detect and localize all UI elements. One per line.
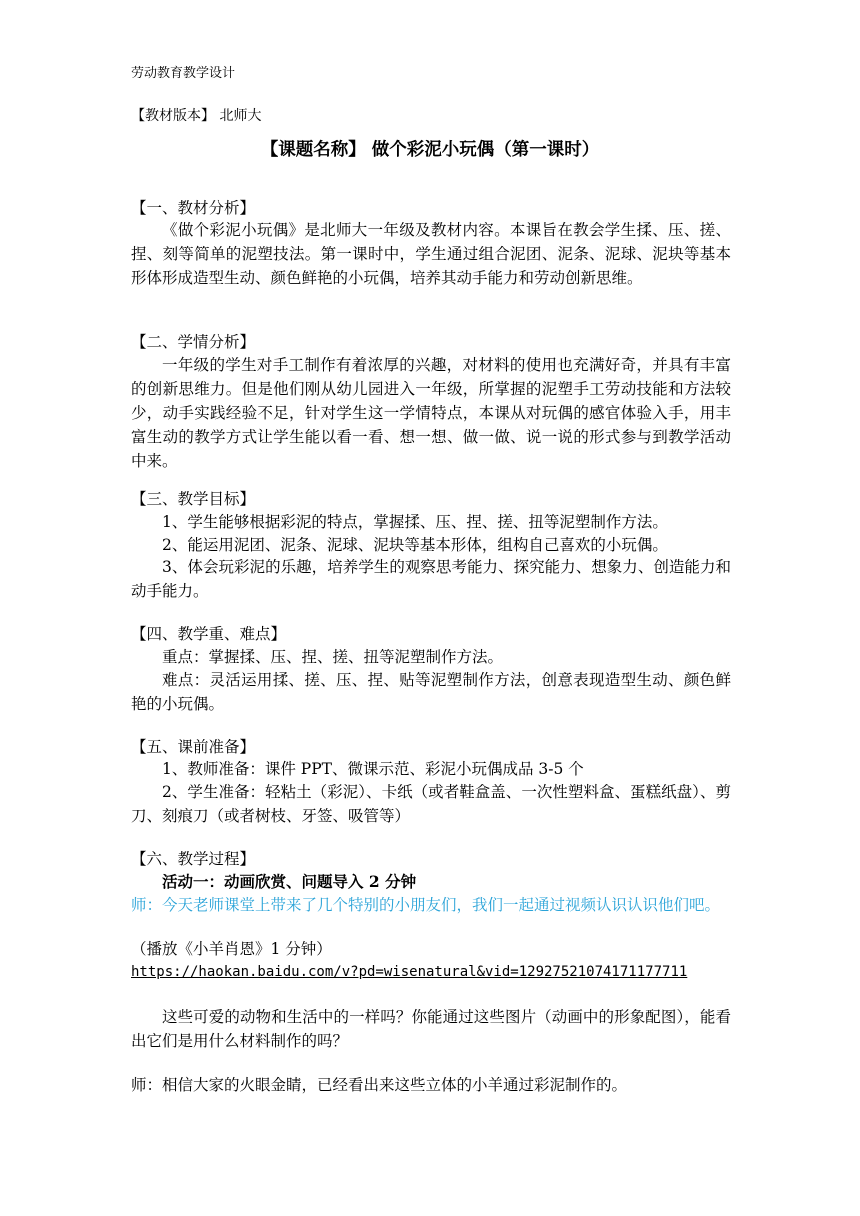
title-label: 【课题名称】 (260, 140, 366, 160)
section-heading-student: 【二、学情分析】 (131, 333, 256, 351)
edition-line (131, 104, 261, 128)
edition-value: 北师大 (219, 108, 262, 124)
student-preparation: 2、学生准备：轻粘土（彩泥）、卡纸（或者鞋盒盖、一次性塑料盒、蛋糕纸盘）、剪刀、刻痕刀（或者树枝、牙签、吸管等） (131, 783, 731, 825)
goal-item-2: 2、能运用泥团、泥条、泥球、泥块等基本形体，组构自己喜欢的小玩偶。 (162, 536, 668, 554)
textbook-analysis: 《做个彩泥小玩偶》是北师大一年级及教材内容。本课旨在教会学生揉、压、搓、捏、刻等简单的泥塑技法。第一课时中，学生通过组合泥团、泥条、泥球、泥块等基本形体形成造型生动、颜色鲜艳的小玩偶，培养其动手能力和劳动创新思维。 (131, 221, 731, 287)
section-heading-goals: 【三、教学目标】 (131, 490, 256, 508)
key-point: 重点：掌握揉、压、捏、搓、扭等泥塑制作方法。 (162, 648, 504, 666)
goal-item-3: 3、体会玩彩泥的乐趣，培养学生的观察思考能力、探究能力、想象力、创造能力和动手能力。 (131, 558, 731, 600)
section-heading-process: 【六、教学过程】 (131, 850, 256, 868)
difficult-point: 难点：灵活运用揉、搓、压、捏、贴等泥塑制作方法，创意表现造型生动、颜色鲜艳的小玩偶。 (131, 671, 731, 713)
teacher-preparation: 1、教师准备：课件 PPT、微课示范、彩泥小玩偶成品 3-5 个 (162, 760, 584, 778)
student-analysis: 一年级的学生对手工制作有着浓厚的兴趣，对材料的使用也充满好奇，并具有丰富的创新思维力。但是他们刚从幼儿园进入一年级，所掌握的泥塑手工劳动技能和方法较少，动手实践经验不足，针对学生这一学情特点，本课从对玩偶的感官体验入手，用丰富生动的教学方式让学生能以看一看、想一想、做一做、说一说的形式参与到教学活动中来。 (131, 356, 731, 470)
video-link[interactable]: https://haokan.baidu.com/v?pd=wisenatural&vid=12927521074171177711 (131, 964, 688, 980)
page-header: 劳动教育教学设计 (131, 66, 236, 81)
activity-one-title: 活动一：动画欣赏、问题导入 2 分钟 (162, 872, 417, 891)
edition-label: 【教材版本】 (131, 108, 215, 124)
goal-item-1: 1、学生能够根据彩泥的特点，掌握揉、压、捏、搓、扭等泥塑制作方法。 (162, 513, 668, 531)
teacher-intro-line: 师：今天老师课堂上带来了几个特别的小朋友们，我们一起通过视频认识认识他们吧。 (131, 896, 721, 914)
page-title (0, 136, 860, 161)
video-play-note: （播放《小羊肖恩》1 分钟） (131, 940, 332, 958)
section-heading-analysis: 【一、教材分析】 (131, 199, 256, 217)
section-heading-preparation: 【五、课前准备】 (131, 738, 256, 756)
title-value: 做个彩泥小玩偶（第一课时） (371, 140, 600, 160)
teacher-conclusion: 师：相信大家的火眼金睛，已经看出来这些立体的小羊通过彩泥制作的。 (131, 1076, 628, 1094)
section-heading-keypoints: 【四、教学重、难点】 (131, 625, 287, 643)
question-paragraph: 这些可爱的动物和生活中的一样吗？你能通过这些图片（动画中的形象配图），能看出它们是用什么材料制作的吗？ (131, 1008, 731, 1050)
